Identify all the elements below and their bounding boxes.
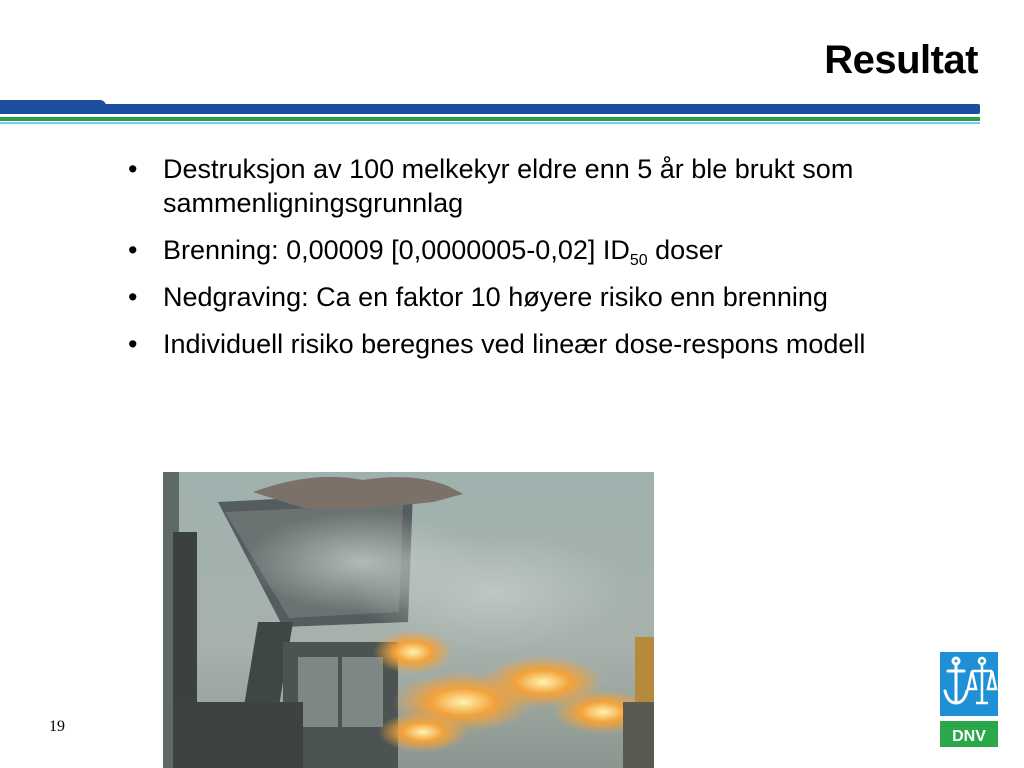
page-number: 19: [49, 718, 65, 735]
slide-title: Resultat: [824, 38, 978, 82]
dnv-logo-text: DNV: [952, 728, 986, 745]
dnv-logo: [938, 651, 1000, 749]
bullet-text-suffix: doser: [647, 235, 723, 265]
bullet-item: [128, 152, 888, 220]
bullet-list: [128, 152, 888, 374]
bullet-item: [128, 327, 888, 361]
header-rule-green: [0, 117, 980, 121]
bullet-text: Destruksjon av 100 melkekyr eldre enn 5 år ble brukt som sammenligningsgrunnlag: [163, 154, 854, 218]
photo-excavator-burning: [163, 472, 654, 768]
bullet-item: [128, 280, 888, 314]
header-rule-blue: [0, 104, 980, 114]
bullet-text: Individuell risiko beregnes ved lineær dose-respons modell: [163, 329, 866, 359]
bullet-text: Nedgraving: Ca en faktor 10 høyere risiko enn brenning: [163, 282, 828, 312]
header-rule-thin: [0, 122, 980, 124]
bullet-item: [128, 233, 888, 267]
bullet-subscript: 50: [629, 252, 648, 269]
bullet-text: Brenning: 0,00009 [0,0000005-0,02] ID: [163, 235, 630, 265]
